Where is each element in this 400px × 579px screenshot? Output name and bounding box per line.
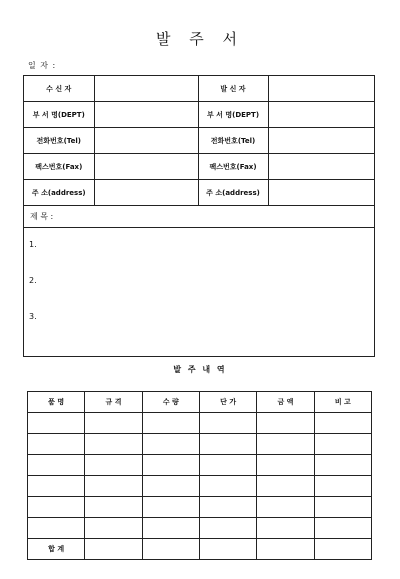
table-cell[interactable]: [28, 497, 85, 518]
sender-dept-label: 부 서 명(DEPT): [198, 102, 268, 128]
table-cell[interactable]: [85, 413, 142, 434]
table-cell[interactable]: [199, 539, 256, 560]
table-cell[interactable]: [142, 518, 199, 539]
table-cell[interactable]: [257, 476, 314, 497]
receiver-address-value[interactable]: [94, 180, 198, 206]
receiver-label: 수 신 자: [24, 76, 94, 102]
item-line-2: 2.: [29, 276, 37, 285]
col-header-remarks: 비 고: [314, 392, 371, 413]
table-row: [24, 76, 374, 102]
table-row: [28, 413, 372, 434]
sender-receiver-table: [24, 76, 374, 206]
order-info-box: [23, 75, 375, 357]
table-cell[interactable]: [85, 518, 142, 539]
table-cell[interactable]: [314, 413, 371, 434]
receiver-tel-label: 전화번호(Tel): [24, 128, 94, 154]
sender-value[interactable]: [268, 76, 374, 102]
receiver-fax-value[interactable]: [94, 154, 198, 180]
table-cell[interactable]: [199, 497, 256, 518]
table-cell[interactable]: [257, 413, 314, 434]
table-row: [28, 476, 372, 497]
receiver-tel-value[interactable]: [94, 128, 198, 154]
table-cell[interactable]: [28, 455, 85, 476]
sender-address-label: 주 소(address): [198, 180, 268, 206]
sender-fax-label: 팩스번호(Fax): [198, 154, 268, 180]
table-cell[interactable]: [199, 476, 256, 497]
order-details-table: [27, 391, 372, 560]
table-row: [28, 518, 372, 539]
table-cell[interactable]: [85, 476, 142, 497]
table-cell[interactable]: [199, 518, 256, 539]
receiver-dept-value[interactable]: [94, 102, 198, 128]
col-header-amount: 금 액: [257, 392, 314, 413]
table-cell[interactable]: [314, 518, 371, 539]
sender-dept-value[interactable]: [268, 102, 374, 128]
sender-address-value[interactable]: [268, 180, 374, 206]
table-cell[interactable]: [199, 413, 256, 434]
col-header-spec: 규 격: [85, 392, 142, 413]
table-cell[interactable]: [199, 455, 256, 476]
table-header-row: [28, 392, 372, 413]
item-line-1: 1.: [29, 240, 37, 249]
total-row: [28, 539, 372, 560]
receiver-value[interactable]: [94, 76, 198, 102]
table-row: [24, 128, 374, 154]
table-cell[interactable]: [142, 455, 199, 476]
document-title: 발 주 서: [155, 30, 244, 48]
table-cell[interactable]: [314, 497, 371, 518]
sender-tel-label: 전화번호(Tel): [198, 128, 268, 154]
table-cell[interactable]: [28, 518, 85, 539]
table-cell[interactable]: [85, 497, 142, 518]
receiver-dept-label: 부 서 명(DEPT): [24, 102, 94, 128]
total-label: 합 계: [28, 539, 85, 560]
table-cell[interactable]: [257, 497, 314, 518]
table-cell[interactable]: [85, 455, 142, 476]
table-row: [24, 154, 374, 180]
receiver-address-label: 주 소(address): [24, 180, 94, 206]
table-cell[interactable]: [142, 413, 199, 434]
table-row: [24, 102, 374, 128]
table-cell[interactable]: [314, 434, 371, 455]
table-row: [24, 180, 374, 206]
date-label: 일 자 :: [28, 61, 57, 70]
sender-tel-value[interactable]: [268, 128, 374, 154]
table-cell[interactable]: [257, 518, 314, 539]
subject-label: 제 목 :: [30, 212, 54, 221]
col-header-item-name: 품 명: [28, 392, 85, 413]
table-cell[interactable]: [257, 455, 314, 476]
order-details-title: 발 주 내 역: [173, 365, 227, 374]
table-cell[interactable]: [257, 539, 314, 560]
table-cell[interactable]: [314, 539, 371, 560]
table-row: [28, 434, 372, 455]
table-cell[interactable]: [85, 434, 142, 455]
table-cell[interactable]: [314, 476, 371, 497]
subject-row[interactable]: [24, 206, 374, 228]
sender-fax-value[interactable]: [268, 154, 374, 180]
table-cell[interactable]: [257, 434, 314, 455]
table-cell[interactable]: [314, 455, 371, 476]
table-cell[interactable]: [142, 434, 199, 455]
table-row: [28, 455, 372, 476]
receiver-fax-label: 팩스번호(Fax): [24, 154, 94, 180]
table-cell[interactable]: [28, 434, 85, 455]
table-cell[interactable]: [85, 539, 142, 560]
table-cell[interactable]: [28, 413, 85, 434]
table-cell[interactable]: [142, 476, 199, 497]
sender-label: 발 신 자: [198, 76, 268, 102]
table-cell[interactable]: [142, 539, 199, 560]
table-row: [28, 497, 372, 518]
table-cell[interactable]: [142, 497, 199, 518]
table-cell[interactable]: [28, 476, 85, 497]
table-cell[interactable]: [199, 434, 256, 455]
col-header-quantity: 수 량: [142, 392, 199, 413]
item-line-3: 3.: [29, 312, 37, 321]
col-header-unit-price: 단 가: [199, 392, 256, 413]
